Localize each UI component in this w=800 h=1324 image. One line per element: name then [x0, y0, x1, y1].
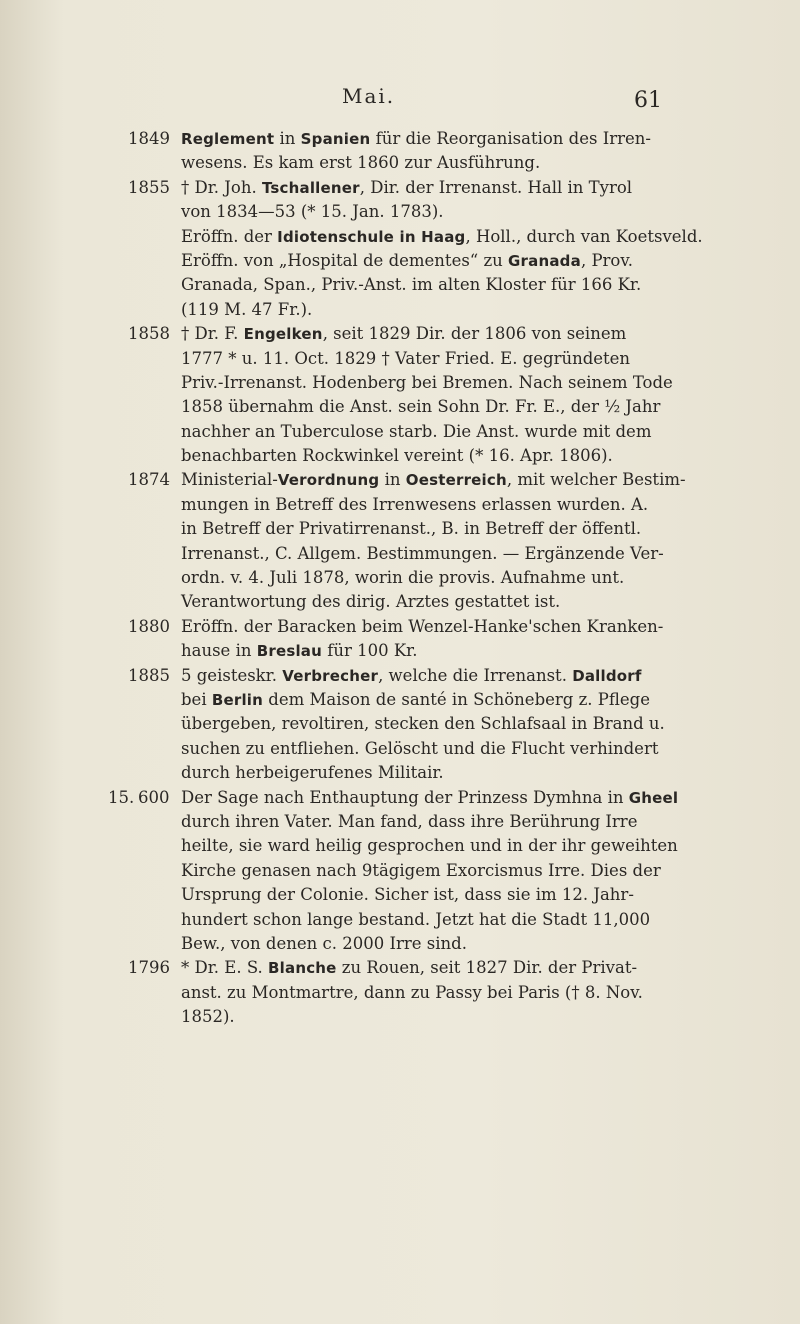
entry-text: dem Maison de santé in Schöneberg z. Pflege — [263, 689, 650, 709]
entry-year: 1874 — [128, 470, 170, 490]
entry-line — [0, 664, 800, 688]
entry-year: 1880 — [128, 616, 170, 636]
entry-line — [0, 200, 800, 224]
entry-line — [0, 249, 800, 273]
entry-line — [0, 322, 800, 346]
entry-line — [0, 639, 800, 663]
entry-line — [0, 859, 800, 883]
keyword: Blanche — [268, 959, 337, 978]
entry-text: Verantwortung des dirig. Arztes gestattet ist. — [181, 592, 561, 612]
entry-line — [0, 761, 800, 785]
entry-text: Priv.-Irrenanst. Hodenberg bei Bremen. Nach seinem Tode — [181, 372, 673, 392]
entry-text: 1852). — [181, 1007, 235, 1027]
entry-year: 1796 — [128, 958, 170, 978]
entry-line — [0, 883, 800, 907]
entry-line — [0, 956, 800, 980]
keyword: Engelken — [243, 325, 323, 344]
entry-year: 1885 — [128, 665, 170, 685]
entry-line — [0, 981, 800, 1005]
entry-text: durch herbeigerufenes Militair. — [181, 763, 444, 783]
day-number: 15. — [108, 787, 135, 807]
entry-text: übergeben, revoltiren, stecken den Schlafsaal in Brand u. — [181, 714, 665, 734]
running-title: Mai. — [342, 84, 396, 108]
keyword: Dalldorf — [572, 666, 642, 685]
entry-line — [0, 908, 800, 932]
chronicle-entry — [0, 615, 800, 664]
entry-line — [0, 688, 800, 712]
entry-text: Kirche genasen nach 9tägigem Exorcismus Irre. Dies der — [181, 860, 661, 880]
keyword: Verbrecher — [282, 666, 379, 685]
entry-text: hundert schon lange bestand. Jetzt hat die Stadt 11,000 — [181, 909, 651, 929]
entry-text: in Betreff der Privatirrenanst., B. in Betreff der öffentl. — [181, 519, 642, 539]
chronicle-entry — [0, 322, 800, 468]
entry-line — [0, 542, 800, 566]
entry-line — [0, 420, 800, 444]
keyword: Reglement — [181, 130, 275, 148]
entry-text: nachher an Tuberculose starb. Die Anst. wurde mit dem — [181, 421, 652, 441]
entry-text: wesens. Es kam erst 1860 zur Ausführung. — [181, 153, 541, 173]
chronicle-entry — [0, 786, 800, 957]
chronicle-entry — [0, 956, 800, 1029]
entry-line — [0, 347, 800, 371]
entry-line — [0, 298, 800, 322]
entry-line — [0, 493, 800, 517]
entry-text: mungen in Betreff des Irrenwesens erlassen wurden. A. — [181, 494, 649, 514]
keyword: Gheel — [628, 788, 679, 807]
entry-line — [0, 395, 800, 419]
keyword: Berlin — [211, 690, 264, 709]
entry-line — [0, 517, 800, 541]
entry-text: hause in — [181, 641, 257, 661]
chronicle-entry — [0, 664, 800, 786]
entry-text: Bew., von denen c. 2000 Irre sind. — [181, 933, 467, 953]
entry-text: 1777 * u. 11. Oct. 1829 † Vater Fried. E. gegründeten — [181, 348, 631, 368]
entry-text: Eröffn. von „Hospital de dementes“ zu — [181, 250, 509, 270]
entry-text: 1858 übernahm die Anst. sein Sohn Dr. Fr. E., der ½ Jahr — [181, 397, 661, 417]
entry-text: suchen zu entfliehen. Gelöscht und die Flucht verhindert — [181, 738, 659, 758]
entry-text: durch ihren Vater. Man fand, dass ihre Berührung Irre — [181, 811, 638, 831]
entry-text: anst. zu Montmartre, dann zu Passy bei Paris († 8. Nov. — [181, 982, 643, 1002]
entry-text: , Dir. der Irrenanst. Hall in Tyrol — [359, 177, 633, 197]
entry-year: 600 — [138, 787, 170, 807]
entry-text: Ministerial- — [181, 470, 278, 490]
entry-text: , seit 1829 Dir. der 1806 von seinem — [322, 324, 627, 344]
entry-line — [0, 810, 800, 834]
entry-year: 1858 — [128, 324, 170, 344]
page-header — [0, 84, 800, 114]
entry-line — [0, 932, 800, 956]
chronicle-entry — [0, 176, 800, 322]
entry-line — [0, 834, 800, 858]
entry-text: Ursprung der Colonie. Sicher ist, dass sie im 12. Jahr- — [181, 885, 634, 905]
entry-text: , Prov. — [580, 250, 633, 270]
keyword: Spanien — [300, 130, 371, 148]
entry-text: benachbarten Rockwinkel vereint (* 16. Apr. 1806). — [181, 446, 613, 466]
keyword: Idiotenschule in Haag — [277, 227, 466, 246]
entry-line — [0, 444, 800, 468]
entry-text: von 1834—53 (* 15. Jan. 1783). — [181, 202, 444, 222]
entry-year: 1849 — [128, 129, 170, 148]
entry-text: Irrenanst., C. Allgem. Bestimmungen. — Ergänzende Ver- — [181, 543, 664, 563]
entry-line — [0, 127, 800, 151]
entry-line — [0, 176, 800, 200]
keyword: Breslau — [256, 642, 322, 661]
chronicle-entry — [0, 127, 800, 176]
entry-text: Eröffn. der Baracken beim Wenzel-Hanke'schen Kranken- — [181, 616, 664, 636]
entry-text: zu Rouen, seit 1827 Dir. der Privat- — [336, 958, 638, 978]
entry-text: in — [379, 470, 406, 490]
chronicle-entries — [0, 127, 800, 1029]
entry-line — [0, 712, 800, 736]
entry-text: † Dr. F. — [181, 324, 244, 344]
keyword: Oesterreich — [405, 471, 507, 490]
entry-line — [0, 151, 800, 175]
entry-year: 1855 — [128, 177, 170, 197]
entry-text: , mit welcher Bestim- — [506, 470, 686, 490]
entry-text: für 100 Kr. — [322, 641, 418, 661]
entry-text: , Holl., durch van Koetsveld. — [465, 226, 703, 246]
entry-line — [0, 371, 800, 395]
keyword: Granada — [508, 251, 581, 270]
entry-text: Der Sage nach Enthauptung der Prinzess Dymhna in — [181, 787, 629, 807]
keyword: Tschallener — [261, 178, 360, 197]
entry-text: für die Reorganisation des Irren- — [370, 129, 651, 148]
entry-text: (119 M. 47 Fr.). — [181, 299, 313, 319]
entry-text: ordn. v. 4. Juli 1878, worin die provis. Aufnahme unt. — [181, 568, 625, 588]
entry-line — [0, 615, 800, 639]
keyword: Verordnung — [277, 471, 380, 490]
page-number: 61 — [634, 88, 662, 113]
entry-text: 5 geisteskr. — [181, 665, 283, 685]
entry-line — [0, 737, 800, 761]
entry-line — [0, 566, 800, 590]
entry-text: * Dr. E. S. — [181, 958, 269, 978]
entry-line — [0, 273, 800, 297]
entry-text: Granada, Span., Priv.-Anst. im alten Kloster für 166 Kr. — [181, 275, 642, 295]
entry-line — [0, 590, 800, 614]
entry-text: Eröffn. der — [181, 226, 278, 246]
entry-text: † Dr. Joh. — [181, 177, 262, 197]
entry-text: bei — [181, 689, 212, 709]
entry-line — [0, 225, 800, 249]
entry-line — [0, 468, 800, 492]
entry-text: heilte, sie ward heilig gesprochen und in der ihr geweihten — [181, 836, 678, 856]
entry-text: in — [274, 129, 301, 148]
entry-line — [0, 1005, 800, 1029]
entry-text: , welche die Irrenanst. — [378, 665, 573, 685]
chronicle-entry — [0, 468, 800, 614]
